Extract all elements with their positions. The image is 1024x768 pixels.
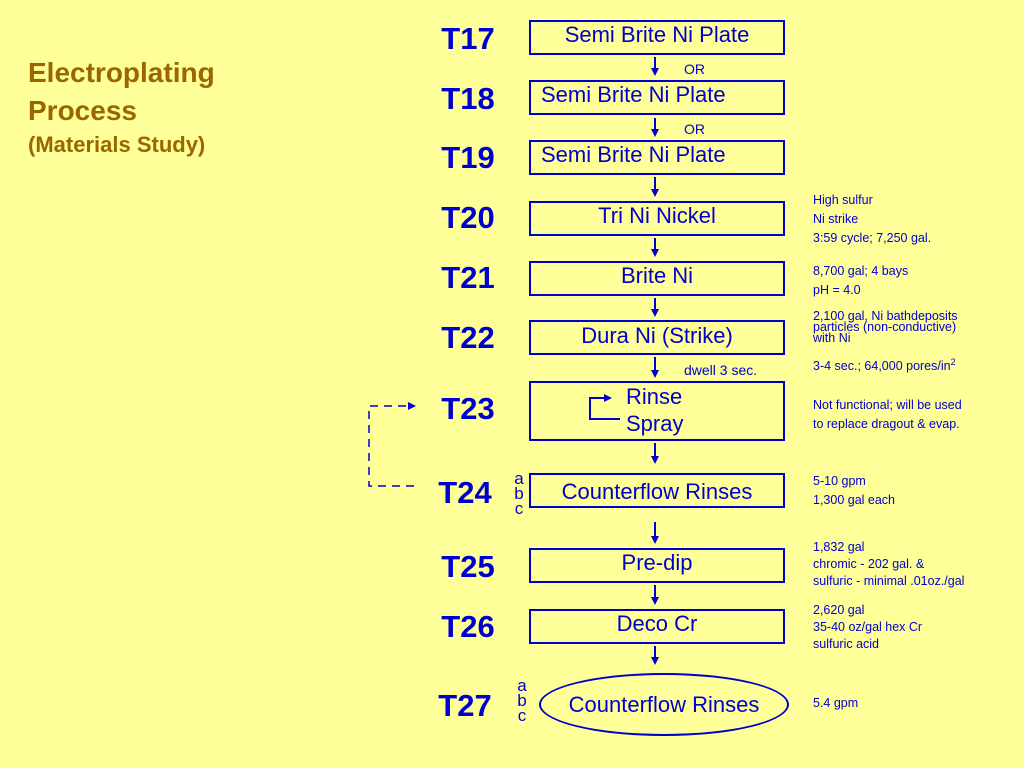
dashed-return-arrowhead bbox=[408, 402, 416, 410]
step-label-t27: Counterflow Rinses bbox=[568, 692, 760, 717]
tank-label-t20: T20 bbox=[441, 200, 495, 235]
tank-label-t21: T21 bbox=[441, 260, 495, 295]
note-t25-line-2: chromic - 202 gal. & bbox=[813, 557, 925, 571]
abc-a: a bbox=[517, 676, 527, 695]
note-t20-line-2: Ni strike bbox=[813, 212, 859, 226]
note-t21-line-2: pH = 4.0 bbox=[813, 283, 861, 297]
note-t21-line-1: 8,700 gal; 4 bays bbox=[813, 264, 909, 278]
note-t25-line-1: 1,832 gal bbox=[813, 540, 865, 554]
note-t20-line-3: 3:59 cycle; 7,250 gal. bbox=[813, 231, 932, 245]
note-t22-line-3: with Ni bbox=[813, 331, 851, 345]
note-t26-line-3: sulfuric acid bbox=[813, 637, 879, 651]
note-t22b-text: 3-4 sec.; 64,000 pores/in bbox=[813, 359, 951, 374]
note-t24-line-2: 1,300 gal each bbox=[813, 493, 896, 507]
tank-label-t27: T27 bbox=[438, 688, 492, 723]
note-t25-line-3: sulfuric - minimal .01oz./gal bbox=[813, 574, 965, 588]
step-label-t17: Semi Brite Ni Plate bbox=[564, 22, 750, 47]
note-t22-line-2: particles (non-conductive) bbox=[813, 320, 957, 334]
step-label-t20: Tri Ni Nickel bbox=[598, 203, 716, 228]
note-t26-line-1: 2,620 gal bbox=[813, 603, 865, 617]
step-label-t26: Deco Cr bbox=[616, 611, 698, 636]
tank-label-t25: T25 bbox=[441, 549, 495, 584]
step-label-t21: Brite Ni bbox=[620, 263, 694, 288]
step-label-t23-rinse: Rinse bbox=[626, 384, 683, 409]
tank-label-t19: T19 bbox=[441, 140, 495, 175]
or-label-2: OR bbox=[684, 121, 705, 137]
abc-c: c bbox=[514, 499, 524, 518]
note-t27-line-1: 5.4 gpm bbox=[813, 696, 859, 710]
dashed-return-path bbox=[369, 406, 414, 486]
step-label-t22: Dura Ni (Strike) bbox=[581, 323, 733, 348]
title-line-1: Electroplating bbox=[28, 57, 215, 88]
tank-label-t22: T22 bbox=[441, 320, 495, 355]
abc-b: b bbox=[514, 484, 524, 503]
note-t26-line-2: 35-40 oz/gal hex Cr bbox=[813, 620, 923, 634]
tank-label-t24: T24 bbox=[438, 475, 492, 510]
title-subtitle: (Materials Study) bbox=[28, 132, 206, 157]
title-line-2: Process bbox=[28, 95, 137, 126]
note-t22b-superscript: 2 bbox=[950, 357, 956, 367]
tank-label-t23: T23 bbox=[441, 391, 495, 426]
note-t20-line-1: High sulfur bbox=[813, 193, 873, 207]
step-label-t25: Pre-dip bbox=[621, 550, 693, 575]
tank-label-t17: T17 bbox=[441, 21, 495, 56]
tank-label-t26: T26 bbox=[441, 609, 495, 644]
note-t23-line-1: Not functional; will be used bbox=[813, 398, 962, 412]
step-label-t24: Counterflow Rinses bbox=[561, 479, 753, 504]
abc-b: b bbox=[517, 691, 527, 710]
tank-label-t18: T18 bbox=[441, 81, 495, 116]
abc-c: c bbox=[517, 706, 527, 725]
step-label-t23-spray: Spray bbox=[626, 411, 684, 436]
note-t24-line-1: 5-10 gpm bbox=[813, 474, 866, 488]
step-label-t19: Semi Brite Ni Plate bbox=[541, 142, 726, 167]
rinse-spray-bracket bbox=[590, 398, 620, 419]
or-label-1: OR bbox=[684, 61, 705, 77]
abc-a: a bbox=[514, 469, 524, 488]
dwell-label: dwell 3 sec. bbox=[684, 362, 758, 378]
step-label-t18: Semi Brite Ni Plate bbox=[541, 82, 726, 107]
note-t23-line-2: to replace dragout & evap. bbox=[813, 417, 960, 431]
note-t22-line-1: 2,100 gal, Ni bathdeposits bbox=[813, 309, 958, 323]
